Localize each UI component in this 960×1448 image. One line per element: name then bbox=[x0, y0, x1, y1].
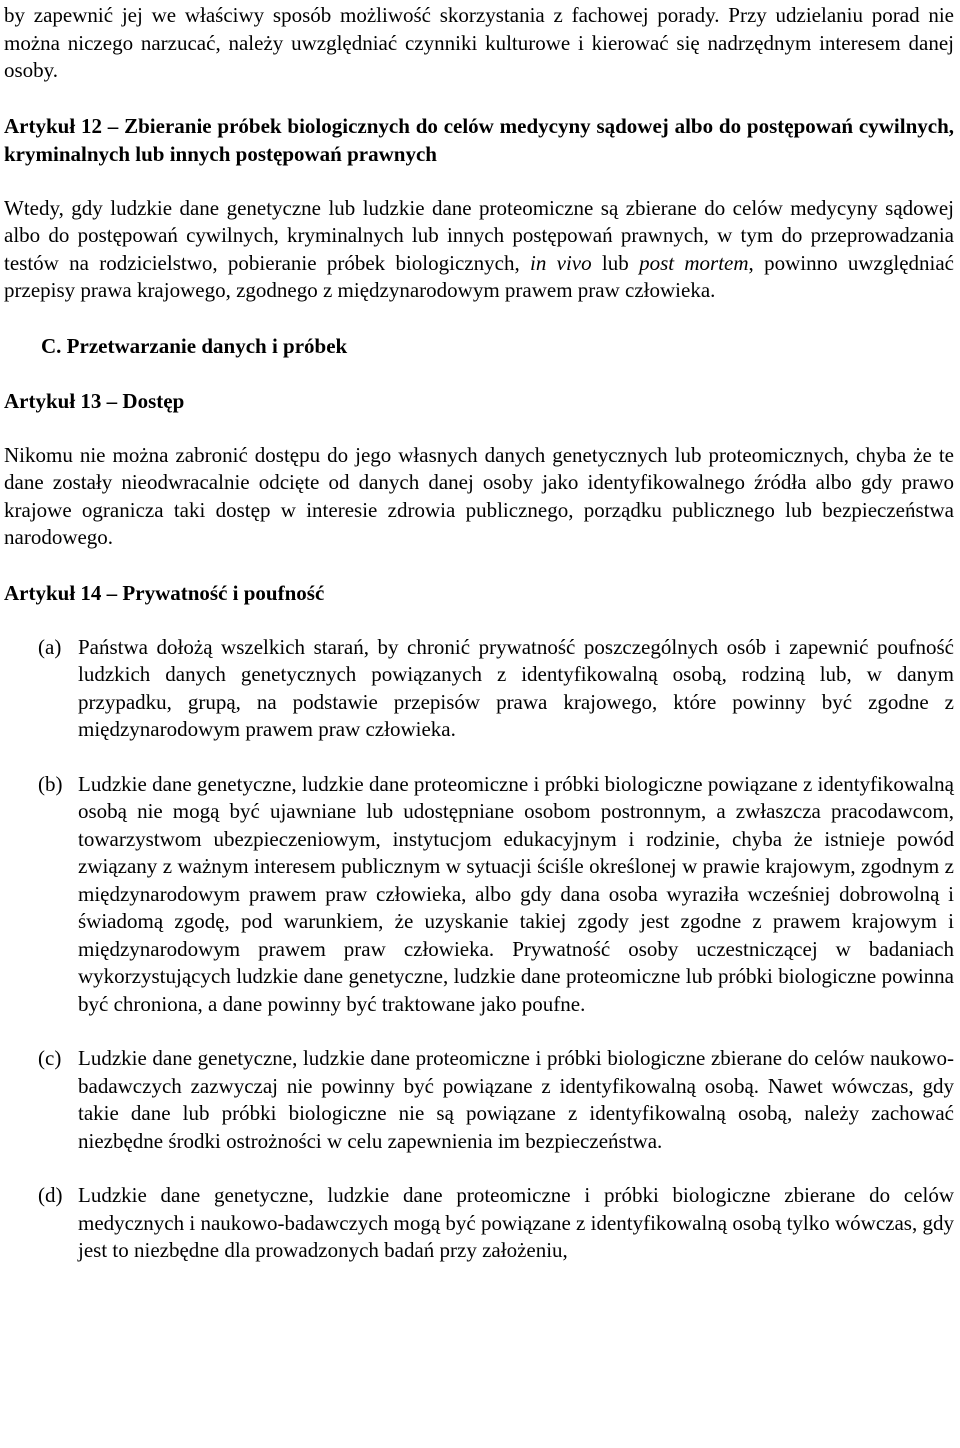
article-14-heading: Artykuł 14 – Prywatność i poufność bbox=[4, 580, 325, 605]
item-text-d: Ludzkie dane genetyczne, ludzkie dane proteomiczne i próbki biologiczne zbierane do celów medycznych i naukowo-badawczych mogą być powiązane z identyfikowalną osobą tylko wówczas, gdy jest to niezbędne dla prowadzonych badań przy założeniu, bbox=[78, 1183, 954, 1262]
document-page bbox=[4, 2, 954, 1265]
item-text-a: Państwa dołożą wszelkich starań, by chronić prywatność poszczególnych osób i zapewnić poufność ludzkich danych genetycznych powiązanych z identyfikowalną osobą, rodziną lub, w danym przypadku, grupą, na podstawie przepisów prawa krajowego, które powinny być zgodne z międzynarodowym prawem praw człowieka. bbox=[78, 634, 954, 741]
section-c-heading: C. Przetwarzanie danych i próbek bbox=[41, 333, 348, 358]
article-12-italic-in-vivo: in vivo bbox=[530, 250, 592, 275]
article-13-paragraph: Nikomu nie można zabronić dostępu do jego własnych danych genetycznych lub proteomicznych, chyba że te dane zostały nieodwracalnie odcięte od danych danej osoby jako identyfikowalnego źródła albo gdy prawo krajowe ogranicza taki dostęp w interesie zdrowia publicznego, porządku publicznego lub bezpieczeństwa narodowego. bbox=[4, 442, 954, 549]
article-12-text-before: Wtedy, gdy ludzkie dane genetyczne lub ludzkie dane proteomiczne są zbierane do celów medycyny sądowej albo do postępowań cywilnych, kryminalnych lub innych postępowań prawnych, w tym do przeprowadzania testów na rodzicielstwo, pobieranie próbek biologicznych, bbox=[4, 195, 954, 275]
article-12-text-mid: lub bbox=[591, 250, 640, 275]
item-marker-c: (c) bbox=[38, 1046, 62, 1070]
article-13-heading: Artykuł 13 – Dostęp bbox=[4, 388, 185, 413]
article-12-heading: Artykuł 12 – Zbieranie próbek biologicznych do celów medycyny sądowej albo do postępowań cywilnych, kryminalnych lub innych postępowań prawnych bbox=[4, 113, 954, 166]
item-marker-b: (b) bbox=[38, 771, 63, 796]
article-12-italic-post-mortem: post mortem bbox=[639, 250, 749, 275]
article-14-item-c bbox=[4, 1045, 954, 1155]
article-12-text-after: , powinno uwzględniać przepisy prawa krajowego, zgodnego z międzynarodowym prawem praw człowieka. bbox=[4, 250, 955, 302]
article-14-item-d bbox=[4, 1182, 954, 1265]
item-text-b: Ludzkie dane genetyczne, ludzkie dane proteomiczne i próbki biologiczne powiązane z identyfikowalną osobą nie mogą być ujawniane lub udostępniane osobom postronnym, a zwłaszcza pracodawcom, towarzystwom ubezpieczeniowym, instytucjom edukacyjnym i rodzinie, chyba że istnieje powód związany z ważnym interesem publicznym w sytuacji ściśle określonej w prawie krajowym, zgodnym z międzynarodowym prawem praw człowieka, albo gdy dana osoba wyraziła wcześniej dobrowolną i świadomą zgodę, pod warunkiem, że uzyskanie takiej zgody jest zgodne z prawem krajowym i międzynarodowym prawem praw człowieka. Prywatność osoby uczestniczącej w badaniach wykorzystujących ludzkie dane genetyczne, ludzkie dane proteomiczne lub próbki biologiczne powinna być chroniona, a dane powinny być traktowane jako poufne. bbox=[78, 771, 954, 1016]
item-marker-a: (a) bbox=[38, 634, 62, 659]
item-text-c: Ludzkie dane genetyczne, ludzkie dane proteomiczne i próbki biologiczne zbierane do celów naukowo-badawczych zazwyczaj nie powinny być powiązane z identyfikowalną osobą. Nawet wówczas, gdy takie dane lub próbki biologiczne nie są powiązane z identyfikowalną osobą, należy zachować niezbędne środki ostrożności w celu zapewnienia im bezpieczeństwa. bbox=[78, 1046, 954, 1153]
article-14-item-a bbox=[4, 634, 954, 744]
item-marker-d: (d) bbox=[38, 1183, 63, 1207]
article-14-item-b bbox=[4, 771, 954, 1019]
article-12-paragraph bbox=[4, 195, 954, 305]
intro-paragraph: by zapewnić jej we właściwy sposób możliwość skorzystania z fachowej porady. Przy udzielaniu porad nie można niczego narzucać, należy uwzględniać czynniki kulturowe i kierować się nadrzędnym interesem danej osoby. bbox=[4, 3, 954, 82]
